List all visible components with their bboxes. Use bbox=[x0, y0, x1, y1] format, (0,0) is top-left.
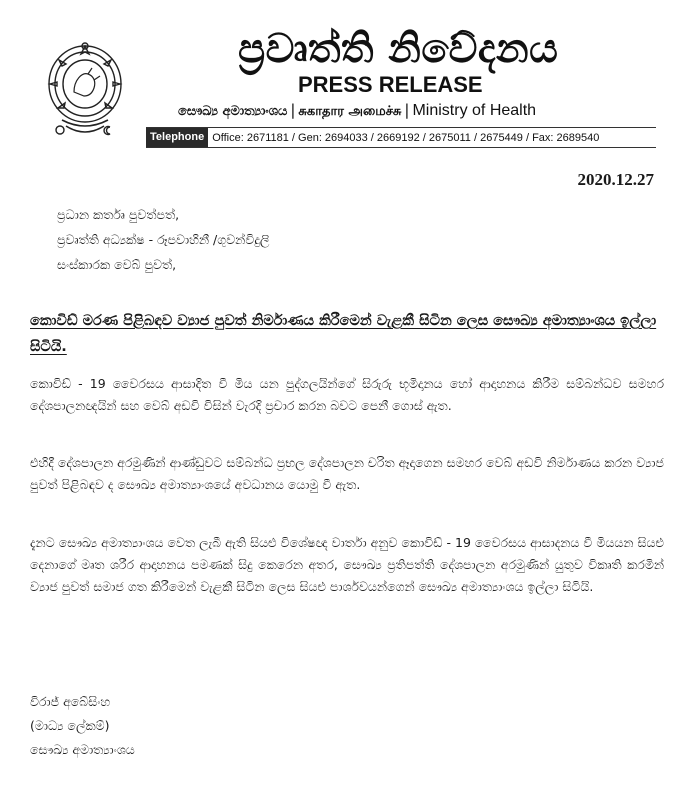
telephone-bar bbox=[146, 127, 656, 148]
title-english: PRESS RELEASE bbox=[298, 72, 483, 97]
separator: | bbox=[290, 101, 296, 119]
release-heading: කොවිඩ් මරණ පිළිබඳව ව්‍යාජ පුවත් නිර්මාණය කිරීමෙන් වැළකී සිටින ලෙස සෞඛ්‍ය අමාත්‍යාංශය ඉල්ලා සිටියි. bbox=[30, 313, 657, 355]
signature-block bbox=[30, 690, 135, 762]
telephone-label: Telephone bbox=[146, 128, 208, 147]
addressee-line: ප්‍රධාන කර්තෘ පුවත්පත්, bbox=[57, 207, 180, 222]
telephone-numbers: Office: 2671181 / Gen: 2694033 / 2669192 / 2675011 / 2675449 / Fax: 2689540 bbox=[212, 131, 600, 144]
body-paragraph: කොවිඩ් - 19 වෛරසය ආසාදිත වී මිය යන පුද්ගලයින්ගේ සිරුරු භූමිදානය හෝ ආදාහනය කිරීම සම්බන්ධව සමහර දේශපාලනඥයින් සහ වෙබ් අඩවි විසින් වැරදි ප්‍රචාර කරන බවට පෙනී ගොස් ඇත. bbox=[30, 376, 664, 413]
signatory-name: විරාජ් අබේසිංහ bbox=[30, 694, 111, 709]
ministry-name-tamil: சுகாதார அமைச்சு bbox=[298, 104, 402, 119]
ministry-name-sinhala: සෞඛ්‍ය අමාත්‍යාංශය bbox=[178, 104, 288, 119]
addressee-block bbox=[57, 202, 269, 277]
addressee-line: ප්‍රවෘත්ති අධ්‍යක්ෂ - රූපවාහිනී /ගුවන්විදුලි bbox=[57, 232, 270, 247]
title-sinhala: ප්‍රවෘත්ති නිවේදනය bbox=[238, 26, 559, 72]
ministry-line bbox=[178, 101, 536, 120]
signatory-title: (මාධ්‍ය ලේකම්) bbox=[30, 718, 110, 733]
separator: | bbox=[404, 101, 410, 119]
body-paragraph: දැනට සෞඛ්‍ය අමාත්‍යාංශය වෙත ලැබී ඇති සියළු විශේෂඥ වාර්තා අනුව කොවිඩ් - 19 වෛරසය ආසාදනය වී මියයන සියළු දෙනාගේ මෘත ශරීර ආදාහනය පමණක් සිදු කෙරෙන අතර, සෞඛ්‍ය ප්‍රතිපත්ති දේශපාලන අරමුණින් යුතුව විකෘති කරමින් ව්‍යාජ පුවත් සමාජ ගත කිරීමෙන් වැළකී සිටින ලෙස සියළු පාර්ශවයන්ගෙන් සෞඛ්‍ය අමාත්‍යාංශය ඉල්ලා සිටියි. bbox=[30, 535, 664, 594]
release-date: 2020.12.27 bbox=[577, 170, 654, 189]
body-paragraph: එහිදී දේශපාලන අරමුණින් ආණ්ඩුවට සම්බන්ධ ප්‍රභල දේශපාලන චරිත ඈදාගෙන සමහර වෙබ් අඩවි නිර්මාණය කරන ව්‍යාජ පුවත් පිළිබඳව ද සෞඛ්‍ය අමාත්‍යාංශයේ අවධානය යොමු වී ඇත. bbox=[30, 455, 664, 492]
signatory-organization: සෞඛ්‍ය අමාත්‍යාංශය bbox=[30, 742, 135, 757]
addressee-line: සංස්කාරක වෙබ් පුවත්, bbox=[57, 257, 177, 272]
ministry-name-english: Ministry of Health bbox=[412, 102, 537, 119]
sri-lanka-emblem-icon bbox=[44, 40, 126, 144]
